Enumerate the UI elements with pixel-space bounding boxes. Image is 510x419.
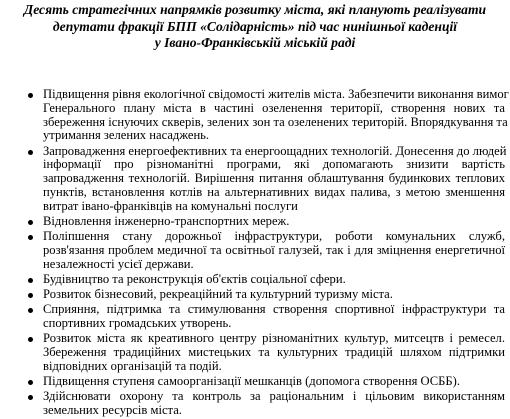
list-item bbox=[0, 303, 510, 331]
text-line: незалежності усієї держави. bbox=[43, 256, 194, 271]
list-item bbox=[0, 88, 510, 143]
text-line: Підвищення ступеня самоорганізації мешканців (допомога створення ОСББ). bbox=[43, 374, 460, 389]
list-item-text bbox=[43, 145, 505, 214]
text-line: Запровадження енергоефективних та енергоощадних технологій. Донесення до людей bbox=[43, 143, 507, 158]
text-line: Поліпшення стану дорожньої інфраструктури, роботи комунальних служб, bbox=[43, 229, 505, 244]
text-line: витрат івано-франківців на комунальні послуги bbox=[43, 198, 298, 213]
list-item-text bbox=[43, 303, 505, 331]
text-line: Будівництво та реконструкція об'єктів соціальної сфери. bbox=[43, 271, 346, 286]
directions-list bbox=[0, 88, 510, 419]
title-line: у Івано-Франківській міській раді bbox=[154, 35, 356, 50]
title-line: Десять стратегічних напрямків розвитку міста, які планують реалізувати bbox=[23, 2, 487, 17]
text-line: розв'язання проблем медичної та освітньої галузей, так і для зміцнення енергетичної bbox=[43, 242, 505, 257]
list-item-text bbox=[43, 230, 505, 271]
bullet-icon bbox=[28, 150, 33, 155]
bullet-icon bbox=[28, 93, 33, 98]
list-item bbox=[0, 288, 510, 302]
list-item bbox=[0, 390, 510, 418]
text-line: утримання зелених насаджень. bbox=[43, 128, 210, 143]
text-line: Розвиток бізнесовий, рекреаційний та культурний туризму міста. bbox=[43, 287, 393, 302]
title-line: депутати фракції БПП «Солідарність» під час нинішньої каденції bbox=[52, 18, 458, 34]
list-item-text bbox=[43, 390, 505, 418]
text-line: збереження існуючих скверів, зелених зон та озеленених територій. Впорядкування та bbox=[43, 114, 508, 129]
list-item bbox=[0, 230, 510, 271]
list-item-text bbox=[43, 288, 505, 302]
bullet-icon bbox=[28, 395, 33, 400]
text-line: земельних ресурсів міста. bbox=[43, 403, 182, 418]
text-line: Відновлення інженерно-транспортних мереж. bbox=[43, 213, 290, 228]
text-line: спортивних громадських утворень. bbox=[43, 316, 232, 331]
text-line: Генерального плану міста в частині озеленення території, створення нових та bbox=[43, 100, 505, 115]
list-item-text bbox=[43, 332, 505, 373]
text-line: Розвиток міста як креативного центру різноманітних культур, митсецтв і ремесел. bbox=[43, 331, 505, 346]
list-item-text bbox=[43, 215, 505, 229]
list-item bbox=[0, 375, 510, 389]
text-line: Здійснювати охорону та контроль за раціональним і цільовим використанням bbox=[43, 389, 505, 404]
bullet-icon bbox=[28, 235, 33, 240]
text-line: відповідних організацій та подій. bbox=[43, 358, 222, 373]
bullet-icon bbox=[28, 278, 33, 283]
list-item bbox=[0, 145, 510, 214]
text-line: Збереження традиційних мистецьких та культурних традицій шляхом підтримки bbox=[43, 345, 505, 360]
list-item-text bbox=[43, 375, 505, 389]
document-title bbox=[0, 2, 510, 52]
text-line: запровадження технологій. Вирішення питання облаштування будинкових теплових bbox=[43, 171, 505, 186]
bullet-icon bbox=[28, 293, 33, 298]
text-line: Сприяння, підтримка та стимулювання створення спортивної інфраструктури та bbox=[43, 302, 505, 317]
bullet-icon bbox=[28, 337, 33, 342]
list-item bbox=[0, 215, 510, 229]
text-line: Підвищення рівня екологічної свідомості жителів міста. Забезпечити виконання вимог bbox=[43, 87, 509, 101]
bullet-icon bbox=[28, 308, 33, 313]
bullet-icon bbox=[28, 220, 33, 225]
list-item-text bbox=[43, 273, 505, 287]
list-item-text bbox=[43, 87, 509, 143]
text-line: інформації про різноманітні програми, які допомагають знизити вартість bbox=[43, 157, 505, 172]
text-line: пунктів, встановлення котлів на альтернативних видах палива, з метою зменшення bbox=[43, 184, 505, 199]
list-item bbox=[0, 332, 510, 373]
list-item bbox=[0, 273, 510, 287]
bullet-icon bbox=[28, 380, 33, 385]
